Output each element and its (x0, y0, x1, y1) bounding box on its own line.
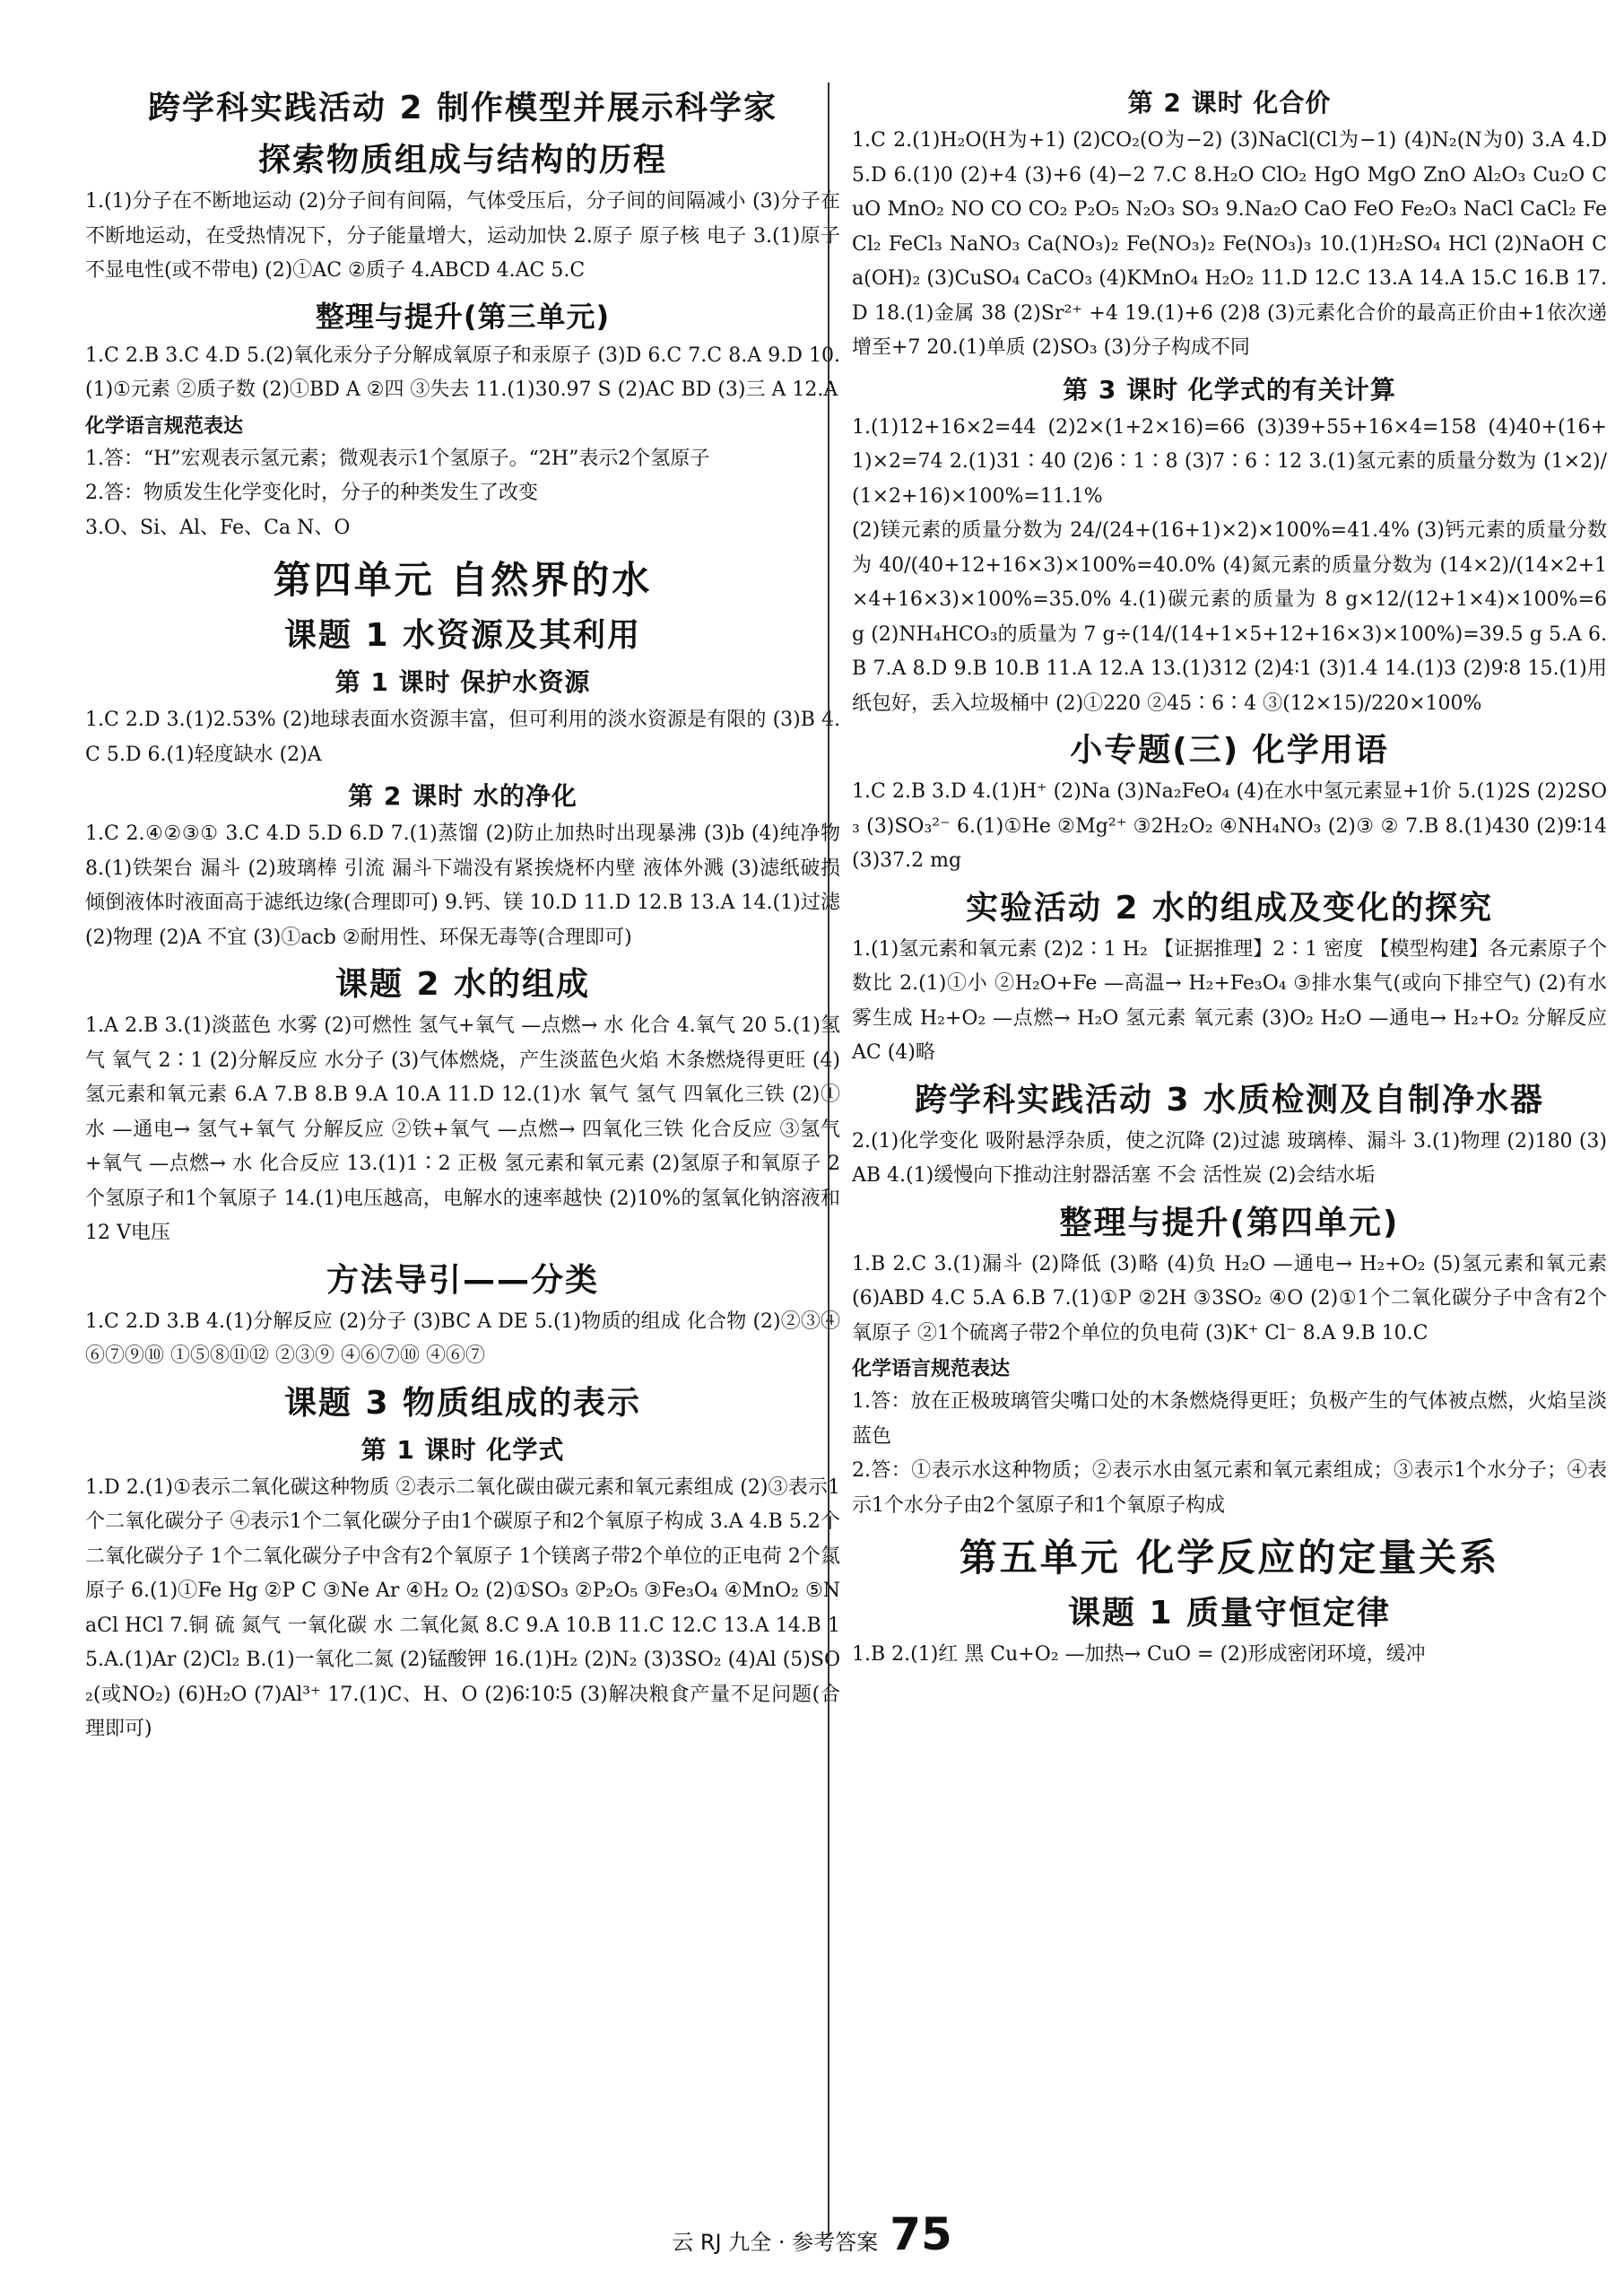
lesson-heading: 第 3 课时 化学式的有关计算 (1063, 374, 1396, 405)
section-heading: 整理与提升(第四单元) (1059, 1204, 1400, 1241)
answer-paragraph: 1.(1)分子在不断地运动 (2)分子间有间隔，气体受压后，分子间的间隔减小 (3)分子在不断地运动，在受热情况下，分子能量增大，运动加快 2.原子 原子核 电子 3.(1)原子不显电性(或不带电) (2)①AC ②质子 4.ABCD 4.AC 5.C (85, 190, 840, 282)
answer-paragraph: 1.C 2.B 3.D 4.(1)H⁺ (2)Na (3)Na₂FeO₄ (4)在水中氢元素显+1价 5.(1)2S (2)2SO₃ (3)SO₃²⁻ 6.(1)①He ②Mg²⁺ ③2H₂O₂ ④NH₄NO₃ (2)③ ② 7.B 8.(1)430 (2)9∶14 (3)37.2 mg (852, 780, 1607, 872)
answer-paragraph: 2.答：物质发生化学变化时，分子的种类发生了改变 (85, 482, 538, 504)
answer-paragraph: 1.C 2.④②③① 3.C 4.D 5.D 6.D 7.(1)蒸馏 (2)防止加热时出现暴沸 (3)b (4)纯净物 8.(1)铁架台 漏斗 (2)玻璃棒 引流 漏斗下端没有紧挨烧杯内壁 液体外溅 (3)滤纸破损 倾倒液体时液面高于滤纸边缘(合理即可) 9.钙、镁 10.D 11.D 12.B 13.A 14.(1)过滤 (2)物理 (2)A 不宜 (3)①acb ②耐用性、环保无毒等(合理即可) (85, 822, 840, 949)
section-heading: 课题 2 水的组成 (334, 966, 591, 1003)
page-footer (0, 2208, 1624, 2260)
lesson-heading: 第 2 课时 水的净化 (348, 781, 578, 811)
answer-paragraph: 1.答：“H”宏观表示氢元素；微观表示1个氢原子。“2H”表示2个氢原子 (85, 447, 710, 470)
section-heading: 方法导引——分类 (326, 1261, 599, 1299)
section-heading: 跨学科实践活动 3 水质检测及自制净水器 (914, 1081, 1545, 1118)
column-divider (828, 83, 829, 2235)
answer-paragraph: 1.B 2.C 3.(1)漏斗 (2)降低 (3)略 (4)负 H₂O —通电→ H₂+O₂ (5)氢元素和氧元素 (6)ABD 4.C 5.A 6.B 7.(1)①P ②2H ③3SO₂ ④O (2)①1个二氧化碳分子中含有2个氧原子 ②1个硫离子带2个单位的负电荷 (3)K⁺ Cl⁻ 8.A 9.B 10.C (852, 1252, 1607, 1345)
answer-paragraph: 1.D 2.(1)①表示二氧化碳这种物质 ②表示二氧化碳由碳元素和氧元素组成 (2)③表示1个二氧化碳分子 ④表示1个二氧化碳分子由1个碳原子和2个氧原子构成 3.A 4.B 5.2个二氧化碳分子 1个二氧化碳分子中含有2个氧原子 1个镁离子带2个单位的正电荷 2个氮原子 6.(1)①Fe Hg ②P C ③Ne Ar ④H₂ O₂ (2)①SO₃ ②P₂O₅ ③Fe₃O₄ ④MnO₂ ⑤NaCl HCl 7.铜 硫 氮气 一氧化碳 水 二氧化氮 8.C 9.A 10.B 11.C 12.C 13.A 14.B 15.A.(1)Ar (2)Cl₂ B.(1)一氧化二氮 (2)锰酸钾 16.(1)H₂ (2)N₂ (3)3SO₂ (4)Al (5)SO₂(或NO₂) (6)H₂O (7)Al³⁺ 17.(1)C、H、O (2)6∶10∶5 (3)解决粮食产量不足问题(合理即可) (85, 1475, 840, 1740)
subsection-heading: 化学语言规范表达 (852, 1358, 1011, 1380)
answer-paragraph: 1.A 2.B 3.(1)淡蓝色 水雾 (2)可燃性 氢气+氧气 —点燃→ 水 化合 4.氧气 20 5.(1)氢气 氧气 2∶1 (2)分解反应 水分子 (3)气体燃烧，产生淡蓝色火焰 木条燃烧得更旺 (4)氢元素和氧元素 6.A 7.B 8.B 9.A 10.A 11.D 12.(1)水 氧气 氢气 四氧化三铁 (2)①水 —通电→ 氢气+氧气 分解反应 ②铁+氧气 —点燃→ 四氧化三铁 化合反应 ③氢气+氧气 —点燃→ 水 化合反应 13.(1)1∶2 正极 氢元素和氧元素 (2)氢原子和氧原子 2个氢原子和1个氧原子 14.(1)电压越高，电解水的速率越快 (2)10%的氢氧化钠溶液和12 V电压 (85, 1014, 840, 1244)
answer-paragraph: 1.(1)12+16×2=44 (2)2×(1+2×16)=66 (3)39+55+16×4=158 (4)40+(16+1)×2=74 2.(1)31∶40 (2)6∶1∶8 (3)7∶6∶12 3.(1)氢元素的质量分数为 (1×2)/(1×2+16)×100%=11.1% (852, 415, 1607, 508)
section-heading: 整理与提升(第三单元) (315, 299, 611, 334)
right-column (852, 79, 1607, 1673)
lesson-heading: 第 2 课时 化合价 (1127, 88, 1332, 117)
section-heading: 实验活动 2 水的组成及变化的探究 (965, 889, 1494, 927)
section-heading: 课题 1 水资源及其利用 (283, 617, 642, 654)
section-heading: 课题 3 物质组成的表示 (283, 1384, 642, 1422)
answer-paragraph: 1.B 2.(1)红 黑 Cu+O₂ —加热→ CuO = (2)形成密闭环境，缓冲 (852, 1643, 1426, 1666)
left-column (85, 79, 840, 1747)
section-heading: 探索物质组成与结构的历程 (257, 142, 667, 178)
answer-paragraph: (2)镁元素的质量分数为 24/(24+(16+1)×2)×100%=41.4% (3)钙元素的质量分数为 40/(40+12+16×3)×100%=40.0% (4)氮元素的质量分数为 (14×2)/(14×2+1×4+16×3)×100%=35.0% 4.(1)碳元素的质量为 8 g×12/(12+1×4)×100%=6 g (2)NH₄HCO₃的质量为 7 g÷(14/(14+1×5+12+16×3)×100%)=39.5 g 5.A 6.B 7.A 8.D 9.B 10.B 11.A 12.A 13.(1)312 (2)4∶1 (3)1.4 14.(1)3 (2)9∶8 15.(1)用纸包好，丢入垃圾桶中 (2)①220 ②45∶6∶4 ③(12×15)/220×100% (852, 519, 1607, 715)
unit-heading: 第四单元 自然界的水 (273, 558, 653, 602)
answer-paragraph: 1.C 2.D 3.(1)2.53% (2)地球表面水资源丰富，但可利用的淡水资源是有限的 (3)B 4.C 5.D 6.(1)轻度缺水 (2)A (85, 709, 840, 766)
subsection-heading: 化学语言规范表达 (85, 414, 244, 438)
answer-paragraph: 1.C 2.(1)H₂O(H为+1) (2)CO₂(O为−2) (3)NaCl(Cl为−1) (4)N₂(N为0) 3.A 4.D 5.D 6.(1)0 (2)+4 (3)+6 (4)−2 7.C 8.H₂O ClO₂ HgO MgO ZnO Al₂O₃ Cu₂O CuO MnO₂ NO CO CO₂ P₂O₅ N₂O₃ SO₃ 9.Na₂O CaO FeO Fe₂O₃ NaCl CaCl₂ FeCl₂ FeCl₃ NaNO₃ Ca(NO₃)₂ Fe(NO₃)₂ Fe(NO₃)₃ 10.(1)H₂SO₄ HCl (2)NaOH Ca(OH)₂ (3)CuSO₄ CaCO₃ (4)KMnO₄ H₂O₂ 11.D 12.C 13.A 14.A 15.C 16.B 17.D 18.(1)金属 38 (2)Sr²⁺ +4 19.(1)+6 (2)8 (3)元素化合价的最高正价由+1依次递增至+7 20.(1)单质 (2)SO₃ (3)分子构成不同 (852, 129, 1607, 359)
section-heading: 课题 1 质量守恒定律 (1067, 1595, 1392, 1632)
answer-paragraph: 1.(1)氢元素和氧元素 (2)2∶1 H₂ 【证据推理】2∶1 密度 【模型构建】各元素原子个数比 2.(1)①小 ②H₂O+Fe —高温→ H₂+Fe₃O₄ ③排水集气(或向下排空气) (2)有水雾生成 H₂+O₂ —点燃→ H₂O 氢元素 氧元素 (3)O₂ H₂O —通电→ H₂+O₂ 分解反应 AC (4)略 (852, 937, 1607, 1064)
unit-heading: 第五单元 化学反应的定量关系 (959, 1536, 1500, 1580)
lesson-heading: 第 1 课时 保护水资源 (334, 667, 591, 697)
answer-paragraph: 1.C 2.B 3.C 4.D 5.(2)氧化汞分子分解成氧原子和汞原子 (3)D 6.C 7.C 8.A 9.D 10.(1)①元素 ②质子数 (2)①BD A ②四 ③失去 11.(1)30.97 S (2)AC BD (3)三 A 12.A (85, 344, 840, 401)
answer-paragraph: 2.答：①表示水这种物质；②表示水由氢元素和氧元素组成；③表示1个水分子；④表示1个水分子由2个氢原子和1个氧原子构成 (852, 1459, 1607, 1517)
section-heading: 跨学科实践活动 2 制作模型并展示科学家 (147, 90, 778, 126)
answer-paragraph: 1.C 2.D 3.B 4.(1)分解反应 (2)分子 (3)BC A DE 5.(1)物质的组成 化合物 (2)②③④⑥⑦⑨⑩ ①⑤⑧⑪⑫ ②③⑨ ④⑥⑦⑩ ④⑥⑦ (85, 1310, 840, 1367)
footer-text: 云 RJ 九全 · 参考答案 (672, 2230, 879, 2255)
answer-paragraph: 1.答：放在正极玻璃管尖嘴口处的木条燃烧得更旺；负极产生的气体被点燃，火焰呈淡蓝色 (852, 1390, 1607, 1448)
section-heading: 小专题(三) 化学用语 (1070, 732, 1389, 769)
answer-paragraph: 2.(1)化学变化 吸附悬浮杂质，使之沉降 (2)过滤 玻璃棒、漏斗 3.(1)物理 (2)180 (3)AB 4.(1)缓慢向下推动注射器活塞 不会 活性炭 (2)会结水垢 (852, 1129, 1607, 1187)
page-number: 75 (890, 2208, 952, 2260)
lesson-heading: 第 1 课时 化学式 (360, 1434, 565, 1465)
answer-paragraph: 3.O、Si、Al、Fe、Ca N、O (85, 516, 351, 539)
